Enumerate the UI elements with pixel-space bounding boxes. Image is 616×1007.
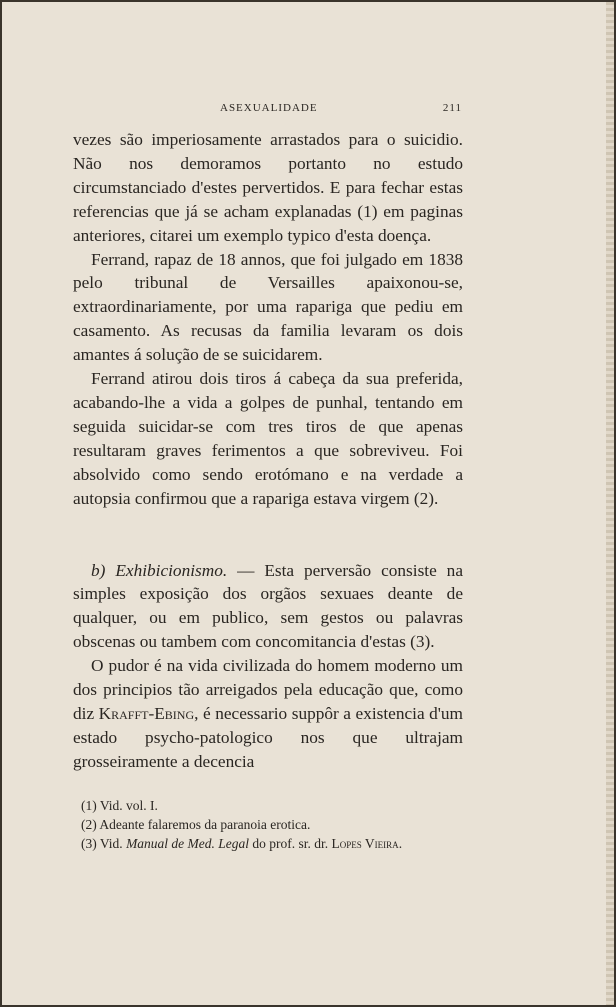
paragraph-1: vezes são imperiosamente arrastados para o suicidio. Não nos demoramos portanto no estudo circumstanciado d'estes pervertidos. E para fechar estas referencias que já se acham explanadas (1) em paginas anteriores, citarei um exemplo typico d'esta doença. — [73, 130, 463, 245]
section-label: b) — [91, 560, 106, 580]
paragraph-3: Ferrand atirou dois tiros á cabeça da sua preferida, acabando-lhe a vida a golpes de punhal, tentando em seguida suicidar-se com tres tiros de que apenas resultaram graves ferimentos a que sobreviveu. Foi absolvido como sendo erotómano e na verdade a autopsia confirmou que a rapariga estava virgem (2). — [73, 369, 463, 508]
footnote-3 — [73, 834, 463, 853]
paragraph-4-text: — Esta perversão consiste na simples exposição dos orgãos sexuaes deante de qualquer, ou em publico, sem gestos ou palavras obscenas ou tambem com concomitancia d'estas (3). — [73, 560, 463, 652]
footnote-3-end: . — [398, 836, 403, 851]
footnotes — [73, 796, 463, 853]
footnote-3-mid: do prof. sr. dr. — [249, 836, 332, 851]
body-text — [73, 128, 463, 774]
running-title: ASEXUALIDADE — [220, 102, 318, 114]
paragraph-5 — [73, 654, 463, 774]
book-page — [2, 2, 614, 1005]
paragraph-2: Ferrand, rapaz de 18 annos, que foi julgado em 1838 pelo tribunal de Versailles apaixonou-se, extraordinariamente, por uma rapariga que pediu em casamento. As recusas da familia levaram os dois amantes á solução de se suicidarem. — [73, 249, 463, 365]
paragraph-4 — [73, 559, 463, 655]
footnote-3-author: Lopes Vieira — [331, 836, 399, 851]
page-edge — [606, 2, 614, 1005]
section-gap — [73, 511, 463, 559]
author-name: Krafft-Ebing — [98, 703, 195, 723]
footnote-3-prefix: (3) Vid. — [81, 836, 127, 851]
paragraph-5-text-b: , é necessario suppôr a existencia d'um estado psycho-patologico nos que ultrajam grosseiramente a decencia — [73, 703, 463, 771]
paragraph-5-text-a: O pudor é na vida civilizada do homem moderno um dos principios tão arreigados pela educação que, como diz — [73, 656, 463, 723]
page-number: 211 — [442, 102, 462, 114]
footnote-1: (1) Vid. vol. I. — [81, 798, 158, 813]
section-term: Exhibicionismo. — [115, 560, 228, 580]
footnote-3-title: Manual de Med. Legal — [126, 836, 250, 851]
footnote-2: (2) Adeante falaremos da paranoia erotica. — [81, 817, 311, 832]
